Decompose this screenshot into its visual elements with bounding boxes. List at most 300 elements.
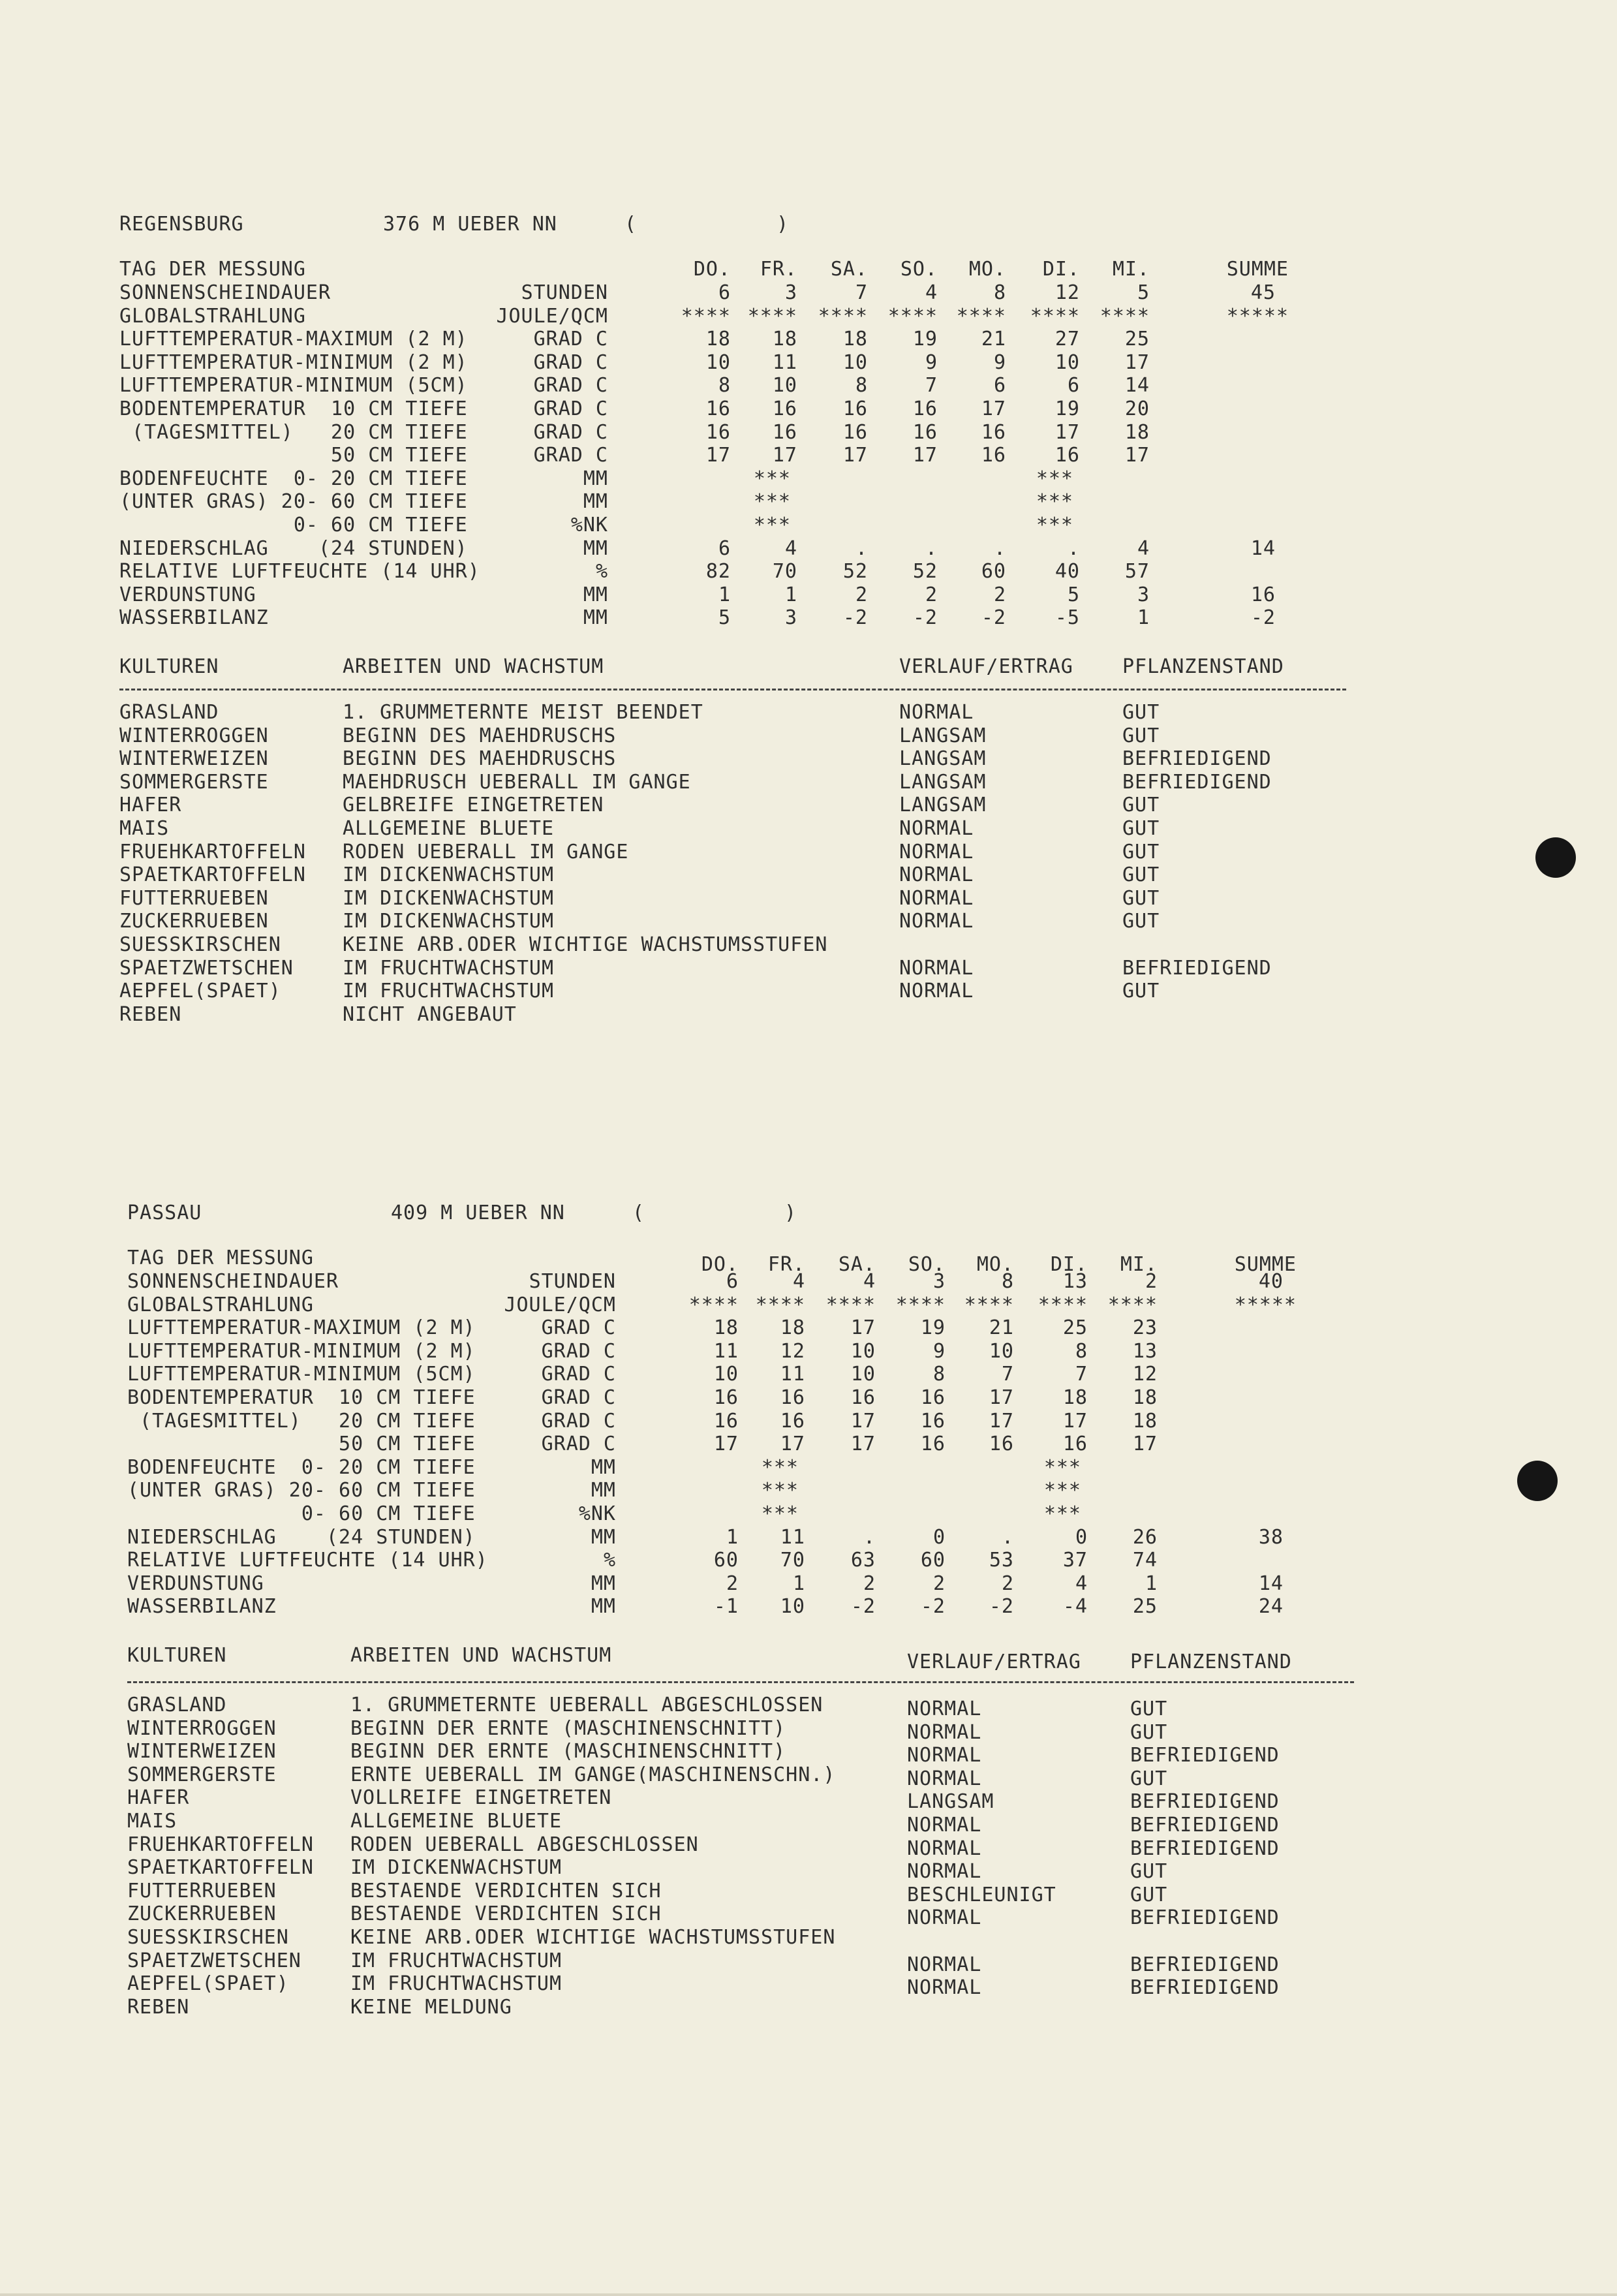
- measurement-value: ***: [761, 1502, 799, 1525]
- measurement-sum: 38: [1258, 1525, 1284, 1549]
- crop-work: 1. GRUMMETERNTE UEBERALL ABGESCHLOSSEN: [350, 1694, 824, 1716]
- crop-work: RODEN UEBERALL ABGESCHLOSSEN: [350, 1833, 699, 1856]
- measurement-value: 16: [920, 1433, 946, 1456]
- measurement-unit: %NK: [570, 514, 608, 536]
- crop-name: SOMMERGERSTE: [127, 1763, 277, 1786]
- crop-course: NORMAL: [907, 1698, 982, 1720]
- measurement-value: 7: [855, 281, 868, 304]
- measurement-value: 4: [925, 281, 938, 304]
- measurement-value: -2: [981, 606, 1006, 630]
- measurement-value: 17: [1055, 420, 1080, 444]
- measurement-value: 18: [1132, 1409, 1158, 1433]
- crop-work: IM DICKENWACHSTUM: [343, 886, 555, 910]
- measurement-value: 2: [726, 1572, 739, 1595]
- crop-status: BEFRIEDIGEND: [1130, 1906, 1280, 1930]
- measurement-value: 60: [713, 1549, 739, 1572]
- measurement-unit: GRAD C: [533, 374, 608, 397]
- measurement-unit: %: [595, 560, 608, 583]
- crop-work: BEGINN DER ERNTE (MASCHINENSCHNITT): [350, 1740, 786, 1763]
- measurement-label: 0- 60 CM TIEFE: [127, 1502, 476, 1525]
- measurement-label: GLOBALSTRAHLUNG: [119, 304, 306, 328]
- measurement-label: GLOBALSTRAHLUNG: [127, 1293, 314, 1316]
- day-column-header: DO.: [701, 1253, 739, 1276]
- measurement-value: -2: [912, 606, 938, 630]
- measurement-value: ***: [1043, 1455, 1081, 1479]
- crop-course: NORMAL: [907, 1744, 982, 1767]
- measurement-value: 17: [1132, 1433, 1158, 1456]
- measurement-value: 16: [989, 1433, 1014, 1456]
- measurement-value: 17: [842, 444, 868, 467]
- measurement-value: 9: [925, 350, 938, 374]
- measurement-value: 2: [932, 1572, 946, 1595]
- sum-column-header: SUMME: [1234, 1253, 1297, 1276]
- measurement-value: 17: [989, 1409, 1014, 1433]
- measurement-label: VERDUNSTUNG: [119, 583, 256, 606]
- measurement-value: 1: [792, 1572, 805, 1595]
- measurement-value: ****: [1030, 304, 1080, 328]
- measurement-value: 17: [1124, 444, 1150, 467]
- crop-course: NORMAL: [907, 1976, 982, 2000]
- measurement-value: 6: [1067, 374, 1080, 397]
- measurement-value: ****: [818, 304, 868, 328]
- paren-open: (: [632, 1202, 645, 1224]
- measurement-value: 8: [993, 281, 1006, 304]
- crop-work: BEGINN DER ERNTE (MASCHINENSCHNITT): [350, 1716, 786, 1740]
- measurement-value: 3: [784, 281, 797, 304]
- measurement-label: (TAGESMITTEL) 20 CM TIEFE: [127, 1409, 476, 1433]
- crop-work: RODEN UEBERALL IM GANGE: [343, 840, 629, 863]
- measurement-value: 4: [792, 1270, 805, 1293]
- measurement-value: 70: [780, 1549, 805, 1572]
- measurement-value: ***: [753, 467, 791, 490]
- crop-course: NORMAL: [907, 1837, 982, 1860]
- measurement-label: LUFTTEMPERATUR-MINIMUM (5CM): [127, 1363, 476, 1386]
- measurement-value: .: [925, 536, 938, 560]
- measurement-sum: 24: [1258, 1595, 1284, 1619]
- measurement-value: 8: [855, 374, 868, 397]
- measurement-value: 8: [718, 374, 731, 397]
- measurement-unit: MM: [583, 606, 608, 630]
- measurement-value: 25: [1124, 328, 1150, 351]
- crop-work: IM FRUCHTWACHSTUM: [343, 956, 555, 980]
- measurement-unit: STUNDEN: [521, 281, 608, 304]
- crop-name: SOMMERGERSTE: [119, 770, 269, 794]
- measurement-value: 6: [718, 536, 731, 560]
- measurement-value: 18: [1062, 1386, 1088, 1409]
- measurement-value: 6: [993, 374, 1006, 397]
- measurement-unit: MM: [583, 490, 608, 514]
- station-elevation: 376 M UEBER NN: [383, 213, 557, 236]
- measurement-label: SONNENSCHEINDAUER: [127, 1270, 339, 1293]
- measurement-value: -1: [713, 1595, 739, 1619]
- measurement-label: RELATIVE LUFTFEUCHTE (14 UHR): [119, 560, 480, 583]
- day-column-header: MO.: [968, 258, 1006, 281]
- measurement-value: 17: [989, 1386, 1014, 1409]
- measurement-value: 19: [920, 1316, 946, 1340]
- measurement-value: 7: [1001, 1363, 1014, 1386]
- crop-course: LANGSAM: [899, 770, 987, 794]
- measurement-unit: GRAD C: [533, 397, 608, 420]
- measurement-label: LUFTTEMPERATUR-MAXIMUM (2 M): [127, 1316, 476, 1340]
- measurement-value: 17: [912, 444, 938, 467]
- day-column-header: MI.: [1112, 258, 1150, 281]
- measurement-unit: MM: [591, 1455, 616, 1479]
- measurement-value: 17: [1124, 350, 1150, 374]
- measurement-value: ****: [1100, 304, 1150, 328]
- measurement-value: ****: [956, 304, 1006, 328]
- crop-work: IM FRUCHTWACHSTUM: [350, 1949, 562, 1972]
- measurement-value: 1: [1145, 1572, 1158, 1595]
- measurement-value: 16: [772, 397, 797, 420]
- measurement-value: 16: [920, 1409, 946, 1433]
- measurement-value: 11: [780, 1363, 805, 1386]
- crop-status: BEFRIEDIGEND: [1130, 1790, 1280, 1814]
- measurement-value: 1: [726, 1525, 739, 1549]
- paren-close: ): [777, 213, 790, 236]
- measurement-value: 1: [1137, 606, 1150, 630]
- crop-status: BEFRIEDIGEND: [1130, 1814, 1280, 1837]
- measurement-value: 57: [1124, 560, 1150, 583]
- measurement-label: (UNTER GRAS) 20- 60 CM TIEFE: [127, 1479, 476, 1502]
- measurement-value: 16: [842, 420, 868, 444]
- sum-column-header: SUMME: [1226, 258, 1289, 281]
- measurement-value: .: [1067, 536, 1080, 560]
- measurement-value: 16: [920, 1386, 946, 1409]
- measurement-unit: MM: [591, 1572, 616, 1595]
- measurement-unit: %NK: [578, 1502, 616, 1525]
- measurement-value: 4: [863, 1270, 876, 1293]
- crop-work: MAEHDRUSCH UEBERALL IM GANGE: [343, 770, 691, 794]
- measurement-value: 2: [855, 583, 868, 606]
- day-column-header: SA.: [830, 258, 868, 281]
- measurement-value: 16: [1062, 1433, 1088, 1456]
- measurement-value: 16: [1055, 444, 1080, 467]
- crop-work: IM FRUCHTWACHSTUM: [343, 980, 555, 1003]
- measurement-value: 16: [705, 397, 731, 420]
- measurement-value: 16: [780, 1409, 805, 1433]
- day-column-header: SO.: [908, 1253, 946, 1276]
- measurement-value: 26: [1132, 1525, 1158, 1549]
- measurement-value: 16: [705, 420, 731, 444]
- crop-name: REBEN: [119, 1002, 182, 1026]
- crop-name: GRASLAND: [119, 701, 219, 724]
- measurement-label: SONNENSCHEINDAUER: [119, 281, 331, 304]
- measurement-value: 5: [1067, 583, 1080, 606]
- measurement-value: 10: [705, 350, 731, 374]
- crop-course: NORMAL: [907, 1906, 982, 1930]
- measurement-value: ****: [755, 1293, 805, 1316]
- crop-name: SPAETZWETSCHEN: [119, 956, 294, 980]
- measurement-value: 17: [850, 1316, 876, 1340]
- crop-name: HAFER: [127, 1786, 190, 1810]
- crop-table-header: KULTUREN: [119, 655, 219, 678]
- measurement-value: ***: [753, 514, 791, 536]
- measurement-value: .: [993, 536, 1006, 560]
- measurement-value: 12: [1055, 281, 1080, 304]
- crop-status: BEFRIEDIGEND: [1122, 770, 1272, 794]
- measurement-value: -2: [842, 606, 868, 630]
- measurement-sum: 40: [1258, 1270, 1284, 1293]
- measurement-unit: GRAD C: [541, 1316, 616, 1340]
- crop-course: NORMAL: [899, 980, 974, 1003]
- day-label: TAG DER MESSUNG: [127, 1247, 314, 1269]
- measurement-value: 10: [1055, 350, 1080, 374]
- crop-status: GUT: [1122, 701, 1160, 724]
- measurement-value: 19: [912, 328, 938, 351]
- crop-table-divider: [119, 689, 1346, 690]
- measurement-value: 18: [705, 328, 731, 351]
- measurement-value: 16: [780, 1386, 805, 1409]
- measurement-sum: 14: [1250, 536, 1276, 560]
- measurement-value: ****: [825, 1293, 876, 1316]
- measurement-value: 16: [981, 420, 1006, 444]
- measurement-unit: GRAD C: [533, 444, 608, 467]
- measurement-value: 52: [912, 560, 938, 583]
- crop-course: NORMAL: [907, 1720, 982, 1744]
- crop-name: WINTERWEIZEN: [119, 747, 269, 771]
- crop-table-header: ARBEITEN UND WACHSTUM: [343, 655, 604, 678]
- crop-status: GUT: [1130, 1720, 1168, 1744]
- crop-course: NORMAL: [899, 840, 974, 863]
- measurement-value: 11: [713, 1339, 739, 1363]
- measurement-value: ***: [753, 490, 791, 514]
- measurement-value: 11: [780, 1525, 805, 1549]
- crop-name: AEPFEL(SPAET): [127, 1972, 289, 1996]
- crop-status: BEFRIEDIGEND: [1130, 1837, 1280, 1860]
- measurement-unit: MM: [583, 467, 608, 490]
- crop-name: AEPFEL(SPAET): [119, 980, 281, 1003]
- day-column-header: DO.: [693, 258, 731, 281]
- measurement-value: 11: [772, 350, 797, 374]
- crop-status: GUT: [1122, 840, 1160, 863]
- crop-name: SPAETKARTOFFELN: [127, 1856, 314, 1880]
- crop-name: MAIS: [127, 1810, 177, 1833]
- crop-course: NORMAL: [907, 1953, 982, 1976]
- measurement-value: 12: [1132, 1363, 1158, 1386]
- measurement-value: 4: [1137, 536, 1150, 560]
- station-section-1: [8, 1185, 1617, 2294]
- measurement-value: 13: [1132, 1339, 1158, 1363]
- crop-name: SUESSKIRSCHEN: [127, 1926, 289, 1949]
- measurement-value: 17: [772, 444, 797, 467]
- day-column-header: SO.: [900, 258, 938, 281]
- measurement-unit: STUNDEN: [529, 1270, 616, 1293]
- measurement-unit: %: [603, 1549, 616, 1572]
- measurement-value: ***: [1036, 490, 1073, 514]
- measurement-value: 17: [705, 444, 731, 467]
- measurement-value: 5: [1137, 281, 1150, 304]
- measurement-value: 1: [718, 583, 731, 606]
- measurement-value: ***: [1036, 467, 1073, 490]
- measurement-label: 0- 60 CM TIEFE: [119, 514, 468, 536]
- crop-work: BESTAENDE VERDICHTEN SICH: [350, 1902, 662, 1926]
- measurement-value: 37: [1062, 1549, 1088, 1572]
- crop-table-header: VERLAUF/ERTRAG: [899, 655, 1073, 678]
- crop-name: HAFER: [119, 794, 182, 817]
- measurement-value: 16: [981, 444, 1006, 467]
- measurement-value: 40: [1055, 560, 1080, 583]
- measurement-sum: 45: [1250, 281, 1276, 304]
- measurement-value: 18: [772, 328, 797, 351]
- paren-open: (: [624, 213, 638, 236]
- measurement-value: .: [855, 536, 868, 560]
- day-label: TAG DER MESSUNG: [119, 258, 306, 281]
- measurement-value: 23: [1132, 1316, 1158, 1340]
- measurement-value: 63: [850, 1549, 876, 1572]
- crop-course: NORMAL: [899, 886, 974, 910]
- crop-status: BEFRIEDIGEND: [1122, 956, 1272, 980]
- measurement-label: VERDUNSTUNG: [127, 1572, 264, 1595]
- measurement-value: 20: [1124, 397, 1150, 420]
- measurement-value: 7: [925, 374, 938, 397]
- crop-course: NORMAL: [899, 863, 974, 887]
- measurement-value: 21: [981, 328, 1006, 351]
- crop-status: GUT: [1122, 724, 1160, 747]
- measurement-unit: MM: [583, 583, 608, 606]
- crop-name: WINTERWEIZEN: [127, 1740, 277, 1763]
- measurement-unit: GRAD C: [541, 1433, 616, 1456]
- measurement-value: 4: [784, 536, 797, 560]
- crop-course: NORMAL: [899, 910, 974, 933]
- measurement-label: BODENTEMPERATUR 10 CM TIEFE: [127, 1386, 476, 1409]
- measurement-value: 13: [1062, 1270, 1088, 1293]
- crop-status: BEFRIEDIGEND: [1130, 1953, 1280, 1976]
- measurement-unit: GRAD C: [541, 1339, 616, 1363]
- day-column-header: FR.: [760, 258, 797, 281]
- measurement-sum: 16: [1250, 583, 1276, 606]
- crop-work: KEINE ARB.ODER WICHTIGE WACHSTUMSSTUFEN: [343, 933, 828, 956]
- crop-status: GUT: [1122, 910, 1160, 933]
- crop-status: BEFRIEDIGEND: [1130, 1976, 1280, 2000]
- crop-work: BESTAENDE VERDICHTEN SICH: [350, 1879, 662, 1902]
- measurement-label: BODENTEMPERATUR 10 CM TIEFE: [119, 397, 468, 420]
- measurement-unit: JOULE/QCM: [504, 1293, 616, 1316]
- measurement-label: WASSERBILANZ: [119, 606, 269, 630]
- paper-edge: [0, 2293, 1617, 2296]
- measurement-value: -2: [850, 1595, 876, 1619]
- measurement-label: LUFTTEMPERATUR-MINIMUM (2 M): [127, 1339, 476, 1363]
- measurement-sum: *****: [1234, 1293, 1297, 1316]
- crop-work: KEINE MELDUNG: [350, 1995, 512, 2019]
- crop-name: FRUEHKARTOFFELN: [119, 840, 306, 863]
- measurement-unit: MM: [591, 1525, 616, 1549]
- measurement-value: 82: [705, 560, 731, 583]
- measurement-unit: JOULE/QCM: [496, 304, 608, 328]
- measurement-unit: GRAD C: [541, 1363, 616, 1386]
- measurement-value: 17: [850, 1409, 876, 1433]
- crop-table-header: ARBEITEN UND WACHSTUM: [350, 1644, 612, 1667]
- crop-status: GUT: [1130, 1860, 1168, 1884]
- measurement-value: 25: [1062, 1316, 1088, 1340]
- measurement-value: 10: [713, 1363, 739, 1386]
- crop-name: SPAETKARTOFFELN: [119, 863, 306, 887]
- measurement-value: 5: [718, 606, 731, 630]
- measurement-value: 60: [920, 1549, 946, 1572]
- station-elevation: 409 M UEBER NN: [391, 1202, 565, 1224]
- crop-status: GUT: [1130, 1698, 1168, 1720]
- measurement-value: 18: [842, 328, 868, 351]
- measurement-value: 17: [713, 1433, 739, 1456]
- measurement-unit: GRAD C: [533, 328, 608, 351]
- measurement-value: ****: [681, 304, 731, 328]
- measurement-value: -4: [1062, 1595, 1088, 1619]
- measurement-value: 16: [912, 397, 938, 420]
- measurement-value: -2: [920, 1595, 946, 1619]
- crop-work: IM FRUCHTWACHSTUM: [350, 1972, 562, 1996]
- crop-status: GUT: [1122, 886, 1160, 910]
- measurement-unit: GRAD C: [533, 350, 608, 374]
- measurement-value: 17: [850, 1433, 876, 1456]
- crop-course: BESCHLEUNIGT: [907, 1883, 1056, 1906]
- crop-work: 1. GRUMMETERNTE MEIST BEENDET: [343, 701, 703, 724]
- station-name: REGENSBURG: [119, 213, 244, 236]
- measurement-value: 10: [842, 350, 868, 374]
- measurement-value: ***: [1043, 1479, 1081, 1502]
- crop-course: NORMAL: [907, 1814, 982, 1837]
- paren-close: ): [784, 1202, 797, 1224]
- measurement-unit: MM: [591, 1595, 616, 1619]
- crop-course: NORMAL: [899, 956, 974, 980]
- measurement-value: 2: [863, 1572, 876, 1595]
- measurement-value: 25: [1132, 1595, 1158, 1619]
- measurement-value: ****: [895, 1293, 946, 1316]
- crop-name: SPAETZWETSCHEN: [127, 1949, 301, 1972]
- measurement-value: 2: [1145, 1270, 1158, 1293]
- crop-table-divider: [127, 1681, 1354, 1683]
- measurement-value: 7: [1075, 1363, 1088, 1386]
- crop-work: VOLLREIFE EINGETRETEN: [350, 1786, 612, 1810]
- crop-name: FUTTERRUEBEN: [119, 886, 269, 910]
- measurement-label: LUFTTEMPERATUR-MAXIMUM (2 M): [119, 328, 468, 351]
- crop-work: IM DICKENWACHSTUM: [343, 863, 555, 887]
- crop-work: KEINE ARB.ODER WICHTIGE WACHSTUMSSTUFEN: [350, 1926, 836, 1949]
- crop-work: IM DICKENWACHSTUM: [350, 1856, 562, 1880]
- crop-name: ZUCKERRUEBEN: [127, 1902, 277, 1926]
- station-section-0: [0, 196, 1617, 1305]
- measurement-label: NIEDERSCHLAG (24 STUNDEN): [127, 1525, 476, 1549]
- measurement-label: WASSERBILANZ: [127, 1595, 277, 1619]
- measurement-value: ***: [1043, 1502, 1081, 1525]
- measurement-value: ***: [761, 1455, 799, 1479]
- crop-course: LANGSAM: [899, 747, 987, 771]
- measurement-value: 0: [1075, 1525, 1088, 1549]
- measurement-value: 18: [1132, 1386, 1158, 1409]
- measurement-value: ***: [761, 1479, 799, 1502]
- measurement-unit: MM: [591, 1479, 616, 1502]
- crop-course: NORMAL: [899, 701, 974, 724]
- crop-work: BEGINN DES MAEHDRUSCHS: [343, 724, 617, 747]
- measurement-value: 8: [1075, 1339, 1088, 1363]
- crop-work: GELBREIFE EINGETRETEN: [343, 794, 604, 817]
- measurement-value: 19: [1055, 397, 1080, 420]
- day-column-header: SA.: [838, 1253, 876, 1276]
- measurement-value: 52: [842, 560, 868, 583]
- punch-hole: [1535, 837, 1576, 878]
- measurement-value: 4: [1075, 1572, 1088, 1595]
- crop-course: LANGSAM: [899, 794, 987, 817]
- measurement-label: NIEDERSCHLAG (24 STUNDEN): [119, 536, 468, 560]
- measurement-value: 74: [1132, 1549, 1158, 1572]
- measurement-value: 16: [772, 420, 797, 444]
- measurement-value: 17: [1062, 1409, 1088, 1433]
- measurement-value: .: [1001, 1525, 1014, 1549]
- measurement-value: ****: [747, 304, 797, 328]
- crop-course: NORMAL: [907, 1767, 982, 1790]
- crop-status: GUT: [1122, 863, 1160, 887]
- crop-name: FRUEHKARTOFFELN: [127, 1833, 314, 1856]
- measurement-value: ****: [887, 304, 938, 328]
- crop-name: WINTERROGGEN: [127, 1716, 277, 1740]
